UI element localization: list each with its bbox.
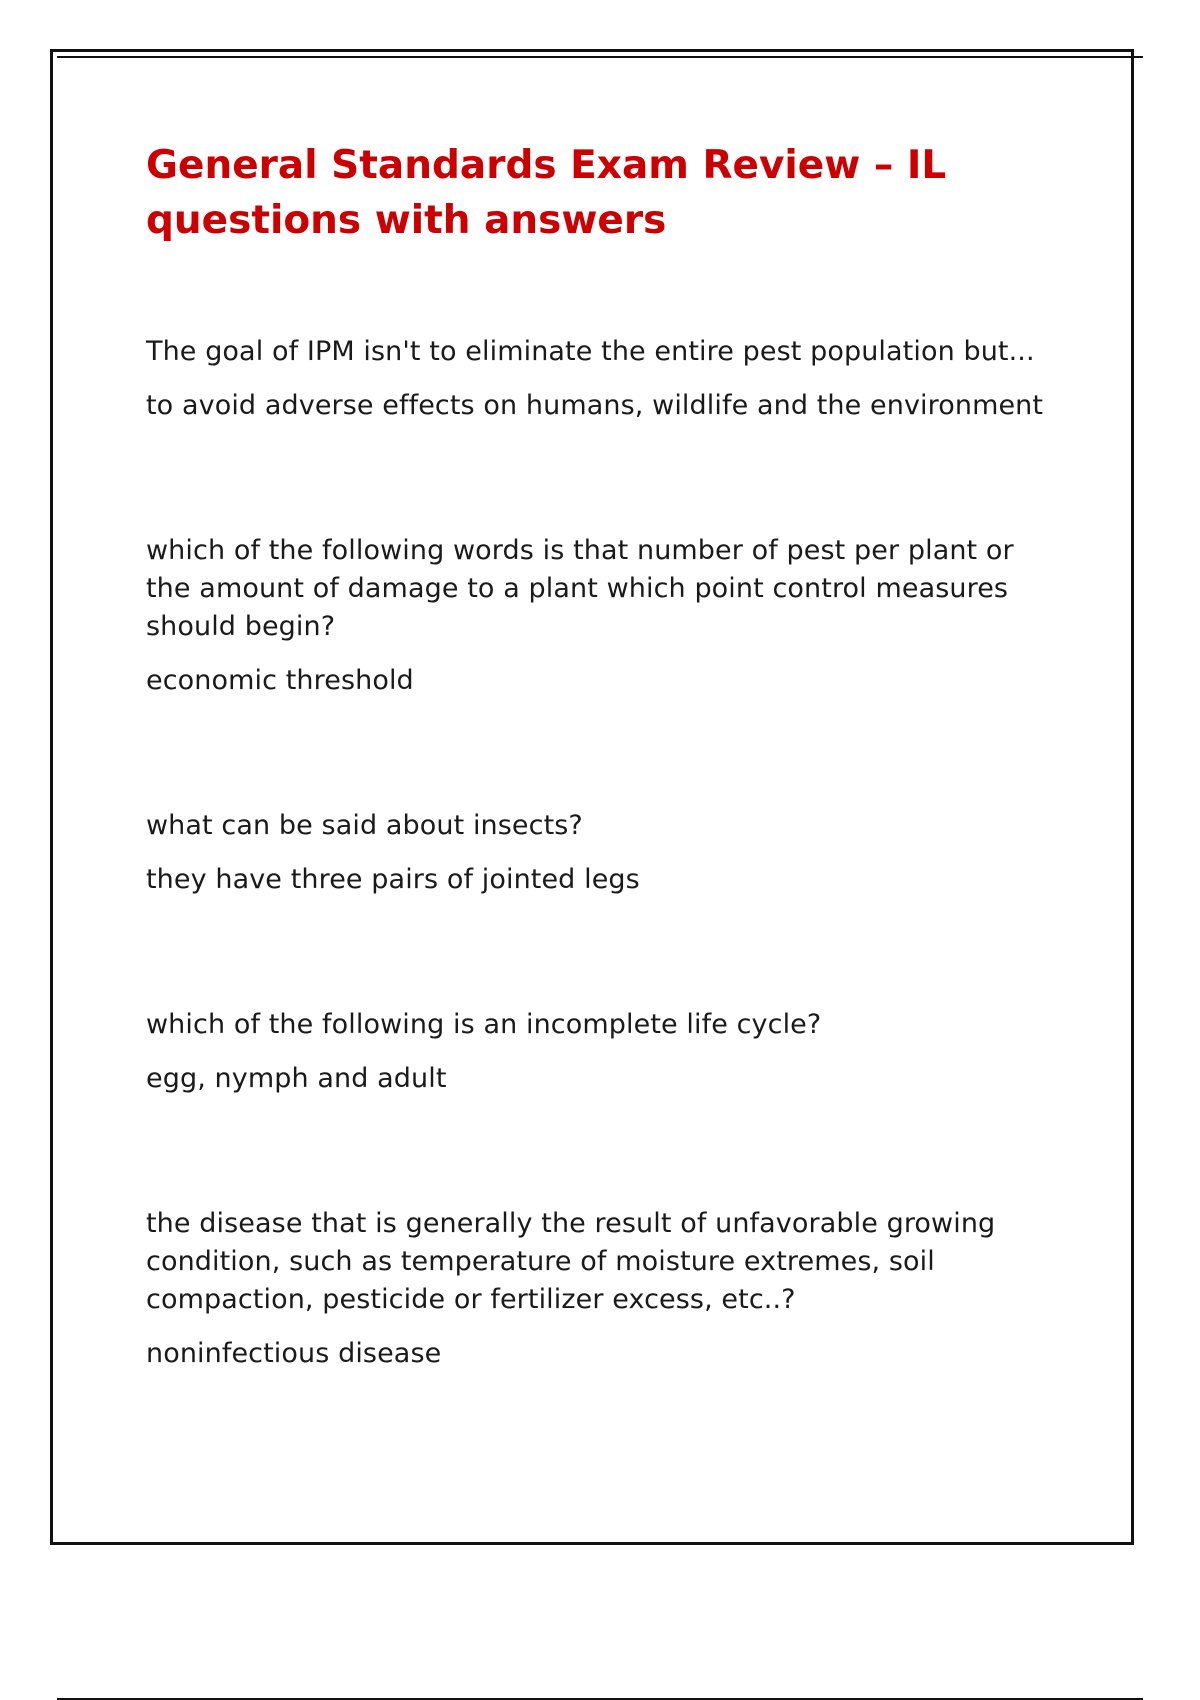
qa-item-2 — [146, 532, 1106, 700]
answer-4: egg, nymph and adult — [146, 1063, 447, 1094]
question-5: the disease that is generally the result of unfavorable growing condition, such as temperature of moisture extremes, soil compaction, pesticide or fertilizer excess, etc..? — [146, 1208, 996, 1315]
document-title-line-2: questions with answers — [146, 198, 667, 243]
qa-item-3 — [146, 807, 1106, 899]
document-title — [146, 138, 1106, 248]
answer-5: noninfectious disease — [146, 1338, 442, 1369]
question-4: which of the following is an incomplete life cycle? — [146, 1009, 822, 1040]
question-2: which of the following words is that number of pest per plant or the amount of damage to a plant which point control measures should begin? — [146, 535, 1014, 642]
document-title-line-1: General Standards Exam Review – IL — [146, 143, 947, 188]
question-1: The goal of IPM isn't to eliminate the entire pest population but... — [146, 336, 1035, 367]
qa-list — [146, 333, 1106, 1373]
qa-item-4 — [146, 1006, 1106, 1098]
answer-3: they have three pairs of jointed legs — [146, 864, 640, 895]
qa-item-5 — [146, 1205, 1106, 1373]
answer-2: economic threshold — [146, 665, 414, 696]
document-content — [146, 138, 1106, 1480]
answer-1: to avoid adverse effects on humans, wildlife and the environment — [146, 390, 1044, 421]
qa-item-1 — [146, 333, 1106, 425]
question-3: what can be said about insects? — [146, 810, 583, 841]
